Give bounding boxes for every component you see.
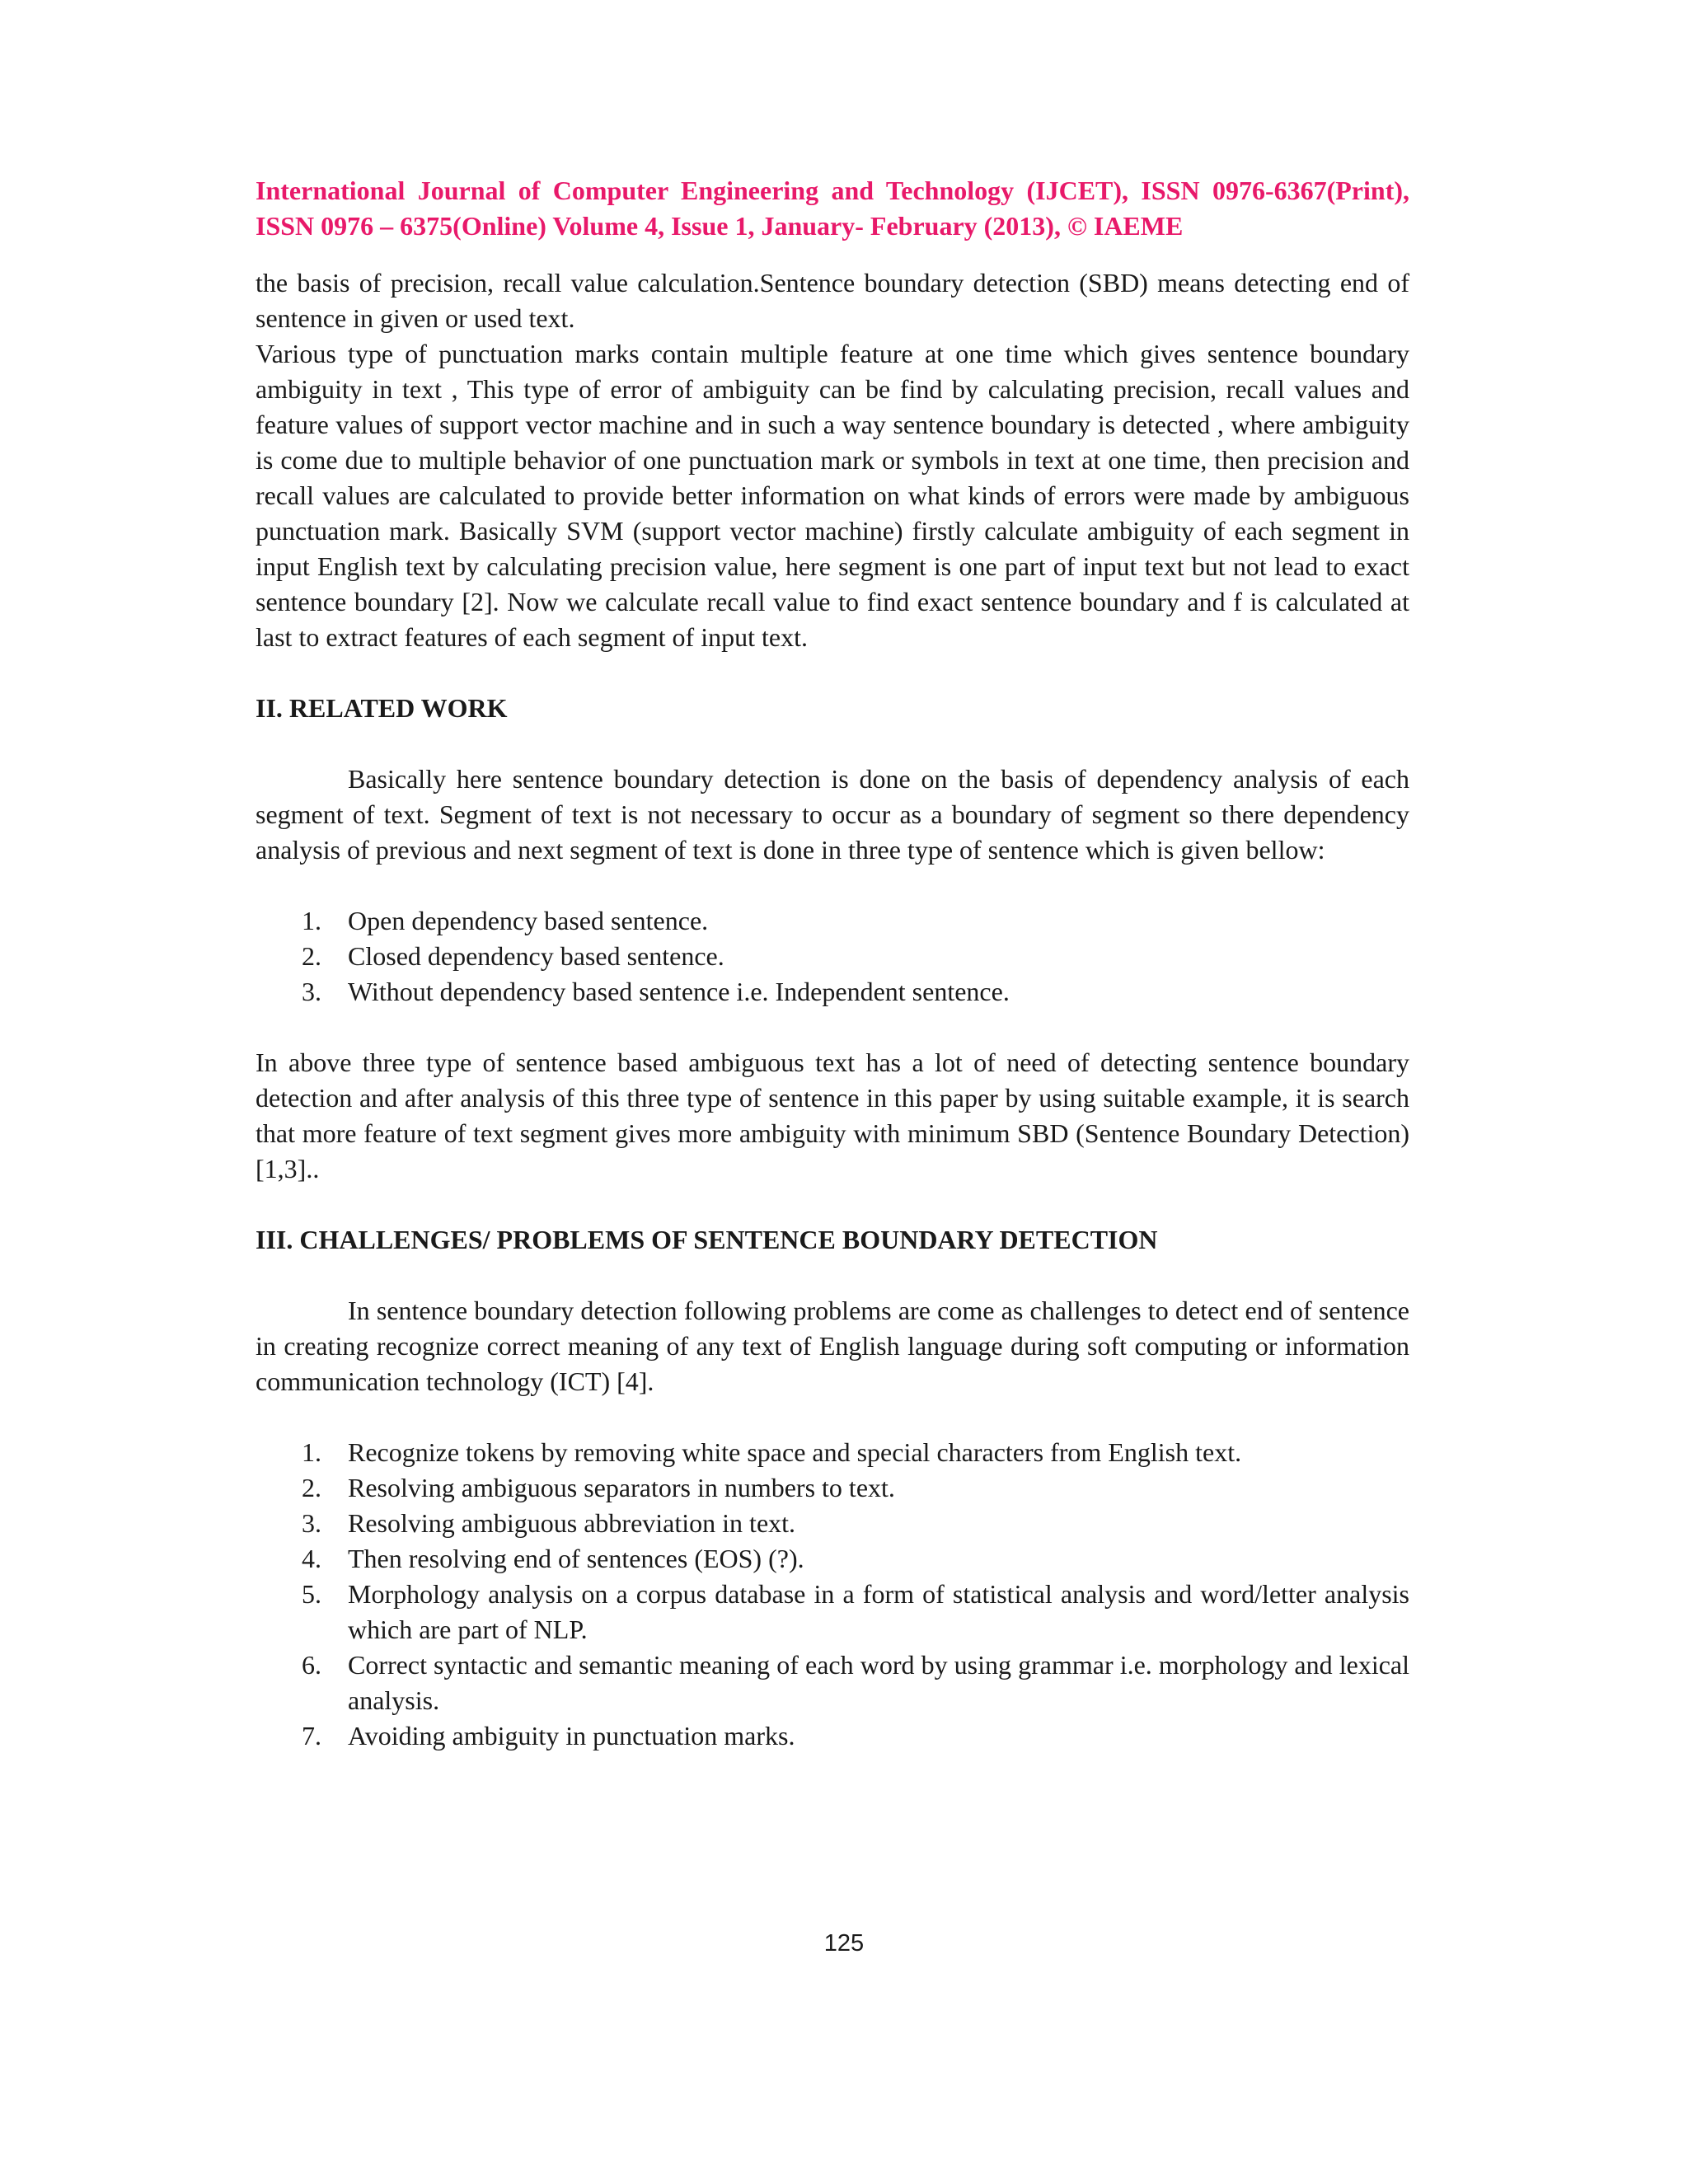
list-item-text: Avoiding ambiguity in punctuation marks. <box>348 1721 795 1750</box>
dependency-types-list <box>256 903 1409 1010</box>
list-item <box>256 903 1409 939</box>
list-item-text: Resolving ambiguous separators in numbers to text. <box>348 1473 895 1502</box>
list-item <box>256 974 1409 1010</box>
list-item-text: Then resolving end of sentences (EOS) (?). <box>348 1544 804 1573</box>
page-content <box>256 173 1409 1789</box>
challenges-list <box>256 1435 1409 1754</box>
section-2-heading: II. RELATED WORK <box>256 693 508 723</box>
list-item-text: Closed dependency based sentence. <box>348 941 724 971</box>
list-item <box>256 1435 1409 1470</box>
section-3-paragraph-1: In sentence boundary detection following problems are come as challenges to detect end of sentence in creating recognize correct meaning of any text of English language during soft computing or information communication technology (ICT) [4]. <box>256 1296 1409 1396</box>
list-item-text: Morphology analysis on a corpus database in a form of statistical analysis and word/letter analysis which are part of NLP. <box>348 1579 1409 1644</box>
list-item <box>256 939 1409 974</box>
list-item-text: Correct syntactic and semantic meaning of each word by using grammar i.e. morphology and lexical analysis. <box>348 1650 1409 1715</box>
list-item <box>256 1541 1409 1577</box>
intro-paragraph-2: Various type of punctuation marks contain multiple feature at one time which gives sentence boundary ambiguity in text , This type of error of ambiguity can be find by calculating precision, recall values and feature values of support vector machine and in such a way sentence boundary is detected , where ambiguity is come due to multiple behavior of one punctuation mark or symbols in text at one time, then precision and recall values are calculated to provide better information on what kinds of errors were made by ambiguous punctuation mark. Basically SVM (support vector machine) firstly calculate ambiguity of each segment in input English text by calculating precision value, here segment is one part of input text but not lead to exact sentence boundary [2]. Now we calculate recall value to find exact sentence boundary and f is calculated at last to extract features of each segment of input text. <box>256 339 1409 652</box>
list-item <box>256 1718 1409 1754</box>
page-number: 125 <box>823 1930 865 1957</box>
list-item <box>256 1577 1409 1647</box>
journal-header: International Journal of Computer Engineering and Technology (IJCET), ISSN 0976-6367(Print), ISSN 0976 – 6375(Online) Volume 4, Issue 1, January- February (2013), © IAEME <box>256 176 1409 241</box>
intro-paragraph-1: the basis of precision, recall value calculation.Sentence boundary detection (SBD) means detecting end of sentence in given or used text. <box>256 268 1409 333</box>
list-item-text: Resolving ambiguous abbreviation in text. <box>348 1508 796 1538</box>
list-item-text: Open dependency based sentence. <box>348 906 709 935</box>
section-2-paragraph-2: In above three type of sentence based ambiguous text has a lot of need of detecting sentence boundary detection and after analysis of this three type of sentence in this paper by using suitable example, it is search that more feature of text segment gives more ambiguity with minimum SBD (Sentence Boundary Detection) [1,3].. <box>256 1047 1409 1183</box>
list-item-number: 2. <box>302 941 321 971</box>
list-item-number: 3. <box>302 1508 321 1538</box>
list-item-number: 6. <box>302 1650 321 1680</box>
list-item <box>256 1506 1409 1541</box>
list-item-number: 4. <box>302 1544 321 1573</box>
list-item <box>256 1470 1409 1506</box>
list-item-text: Without dependency based sentence i.e. Independent sentence. <box>348 977 1010 1006</box>
section-3-heading: III. CHALLENGES/ PROBLEMS OF SENTENCE BOUNDARY DETECTION <box>256 1225 1158 1254</box>
list-item-number: 2. <box>302 1473 321 1502</box>
list-item-number: 1. <box>302 1437 321 1467</box>
list-item <box>256 1647 1409 1718</box>
list-item-number: 5. <box>302 1579 321 1609</box>
list-item-text: Recognize tokens by removing white space and special characters from English text. <box>348 1437 1242 1467</box>
list-item-number: 7. <box>302 1721 321 1750</box>
list-item-number: 1. <box>302 906 321 935</box>
section-2-paragraph-1: Basically here sentence boundary detection is done on the basis of dependency analysis of each segment of text. Segment of text is not necessary to occur as a boundary of segment so there dependency analysis of previous and next segment of text is done in three type of sentence which is given bellow: <box>256 764 1409 865</box>
list-item-number: 3. <box>302 977 321 1006</box>
